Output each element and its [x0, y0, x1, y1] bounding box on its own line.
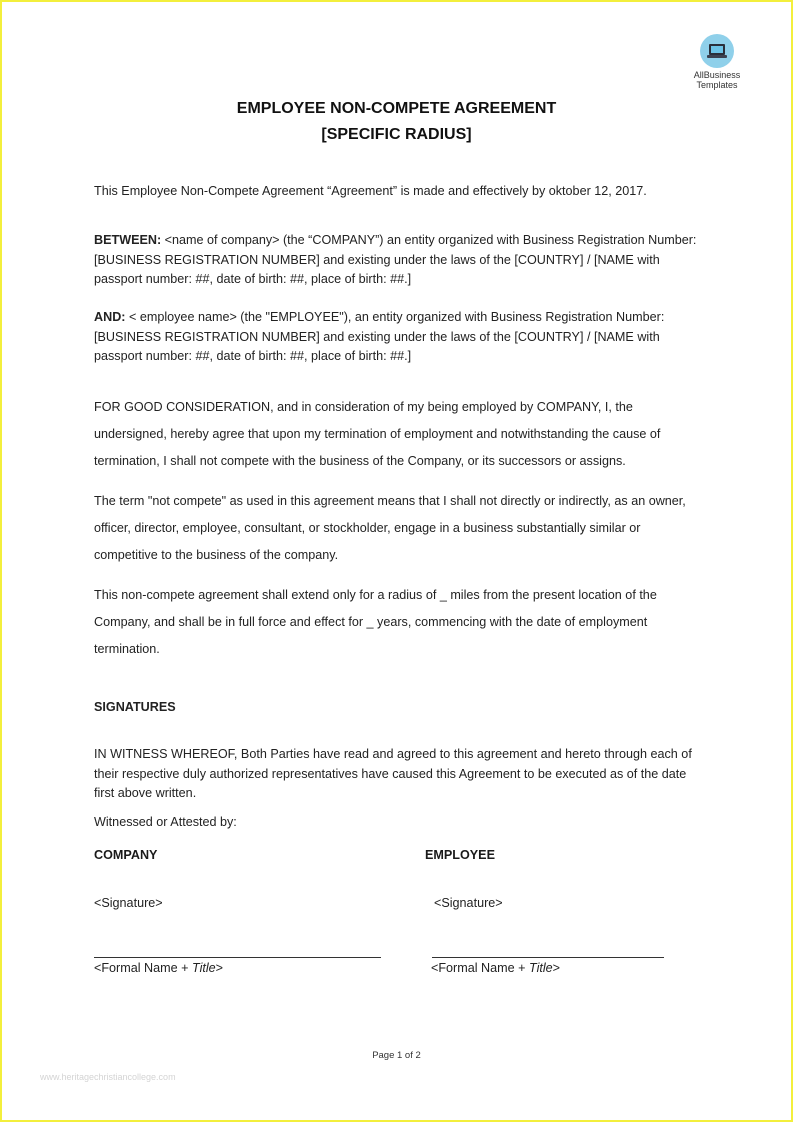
employee-name-suffix: >	[552, 961, 561, 975]
laptop-icon	[700, 34, 734, 68]
company-heading: COMPANY	[94, 848, 158, 862]
logo-line-2: Templates	[696, 80, 738, 90]
consideration-paragraph: FOR GOOD CONSIDERATION, and in consideration of my being employed by COMPANY, I, the undersigned, hereby agree that upon my termination of employment and notwithstanding the cause of termination, I shall not compete with the business of the Company, or its successors or assigns.	[94, 400, 661, 468]
not-compete-paragraph: The term "not compete" as used in this agreement means that I shall not directly or indirectly, as an owner, officer, director, employee, consultant, or stockholder, engage in a business substantially similar or competitive to the business of the company.	[94, 494, 686, 562]
company-signature-line	[94, 957, 381, 958]
company-signature-placeholder: <Signature>	[94, 896, 163, 910]
witnessed-by-label: Witnessed or Attested by:	[94, 815, 237, 829]
employee-signature-placeholder: <Signature>	[434, 896, 503, 910]
witness-paragraph: IN WITNESS WHEREOF, Both Parties have read and agreed to this agreement and hereto through each of their respective duly authorized representatives have caused this Agreement to be executed as of the date first above written.	[94, 747, 692, 800]
company-formal-name	[94, 961, 223, 975]
document-subtitle: [SPECIFIC RADIUS]	[321, 126, 472, 143]
company-name-prefix: <Formal Name +	[94, 961, 192, 975]
and-label: AND:	[94, 310, 126, 324]
employee-formal-name	[431, 961, 560, 975]
employee-name-title: Title	[528, 961, 553, 975]
intro-paragraph: This Employee Non-Compete Agreement “Agreement” is made and effectively by oktober 12, 2017.	[94, 184, 647, 198]
signatures-heading: SIGNATURES	[94, 700, 176, 714]
watermark-text: www.heritagechristiancollege.com	[40, 1072, 176, 1082]
brand-logo	[682, 34, 752, 90]
employee-heading: EMPLOYEE	[425, 848, 495, 862]
company-name-title: Title	[191, 961, 216, 975]
page-number: Page 1 of 2	[372, 1050, 421, 1061]
radius-paragraph: This non-compete agreement shall extend only for a radius of _ miles from the present location of the Company, and shall be in full force and effect for _ years, commencing with the date of employment termination.	[94, 588, 657, 656]
employee-name-prefix: <Formal Name +	[431, 961, 529, 975]
logo-line-1: AllBusiness	[693, 70, 741, 80]
employee-signature-line	[432, 957, 664, 958]
between-label: BETWEEN:	[94, 233, 162, 247]
between-paragraph	[94, 231, 704, 290]
document-title: EMPLOYEE NON-COMPETE AGREEMENT	[236, 100, 557, 117]
between-text: <name of company> (the “COMPANY”) an entity organized with Business Registration Number: [BUSINESS REGISTRATION NUMBER] and existing under the laws of the [COUNTRY] / [NAME with passport number: ##, date of birth: ##, place of birth: ##.]	[94, 233, 697, 286]
and-paragraph	[94, 308, 704, 367]
and-text: < employee name> (the "EMPLOYEE"), an entity organized with Business Registration Number: [BUSINESS REGISTRATION NUMBER] and existing under the laws of the [COUNTRY] / [NAME with passport number: ##, date of birth: ##, place of birth: ##.]	[94, 310, 665, 363]
company-name-suffix: >	[215, 961, 224, 975]
